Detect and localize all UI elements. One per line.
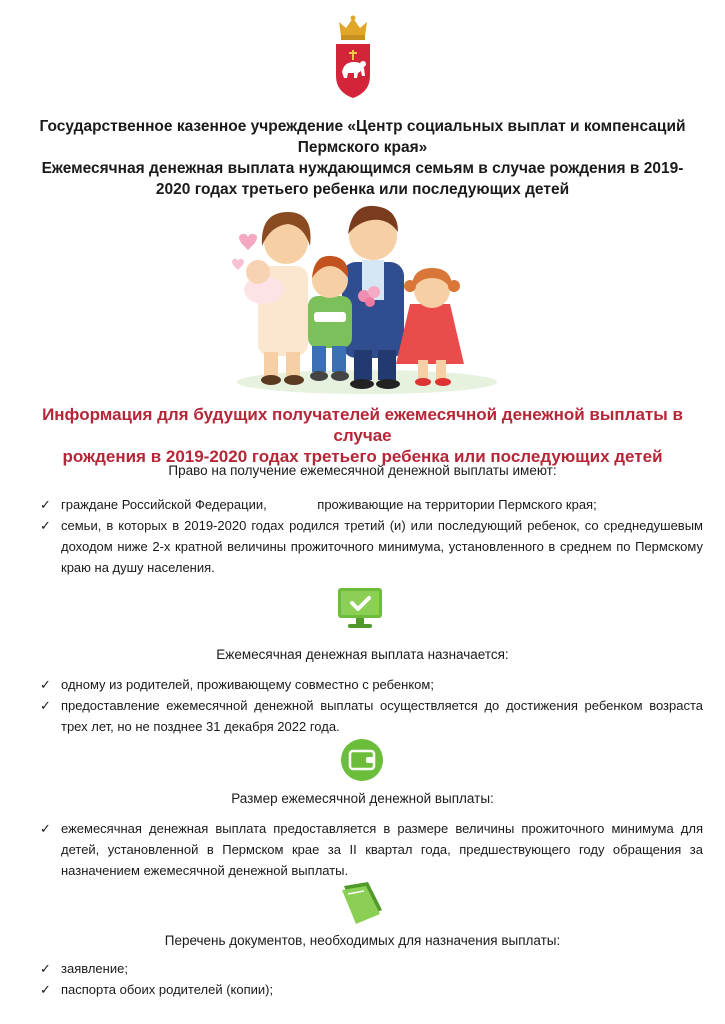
document-folder-icon bbox=[338, 880, 386, 926]
checkmark-icon: ✓ bbox=[40, 518, 51, 533]
list-item-text: ежемесячная денежная выплата предоставляется в размере величины прожиточного минимума для детей, установленной в Пермском крае за II квартал года, предшествующего году обращения за назначением ежемесячной денежной выплаты. bbox=[61, 821, 703, 878]
list-item-text: семьи, в которых в 2019-2020 годах родился третий (и) или последующий ребенок, со среднедушевым доходом ниже 2-х кратной величины прожиточного минимума, установленного в среднем по Пермскому краю на душу населения. bbox=[61, 518, 703, 575]
wallet-icon bbox=[340, 738, 384, 782]
list-item-text: заявление; bbox=[61, 961, 128, 976]
list-item bbox=[38, 979, 703, 1000]
list-item bbox=[38, 695, 703, 737]
rights-section-title: Право на получение ежемесячной денежной выплаты имеют: bbox=[168, 463, 557, 478]
checkmark-icon: ✓ bbox=[40, 497, 51, 512]
header-line-1: Государственное казенное учреждение «Центр социальных выплат и компенсаций bbox=[39, 118, 686, 135]
list-item-text: паспорта обоих родителей (копии); bbox=[61, 982, 274, 997]
header-line-2: Пермского края» bbox=[297, 139, 428, 156]
assigned-section-title: Ежемесячная денежная выплата назначается: bbox=[216, 647, 509, 662]
assigned-list bbox=[38, 674, 703, 737]
list-item bbox=[38, 494, 703, 515]
checkmark-icon: ✓ bbox=[40, 961, 51, 976]
checkmark-icon: ✓ bbox=[40, 982, 51, 997]
amount-section-title: Размер ежемесячной денежной выплаты: bbox=[231, 791, 494, 806]
list-item-text: предоставление ежемесячной денежной выплаты осуществляется до достижения ребенком возраста трех лет, но не позднее 31 декабря 2022 года. bbox=[61, 698, 703, 734]
amount-list bbox=[38, 818, 703, 881]
checkmark-icon: ✓ bbox=[40, 677, 51, 692]
documents-list bbox=[38, 958, 703, 1000]
document-header bbox=[20, 116, 705, 200]
list-item bbox=[38, 958, 703, 979]
info-title-line-1: Информация для будущих получателей ежемесячной денежной выплаты в случае bbox=[42, 405, 683, 445]
header-line-4: 2020 годах третьего ребенка или последующих детей bbox=[155, 181, 570, 198]
header-line-3: Ежемесячная денежная выплата нуждающимся семьям в случае рождения в 2019- bbox=[41, 160, 684, 177]
info-title bbox=[20, 404, 705, 467]
checkmark-icon: ✓ bbox=[40, 821, 51, 836]
list-item-text: одному из родителей, проживающему совместно с ребенком; bbox=[61, 677, 434, 692]
checkmark-icon: ✓ bbox=[40, 698, 51, 713]
documents-section-title: Перечень документов, необходимых для назначения выплаты: bbox=[164, 933, 561, 948]
list-item bbox=[38, 674, 703, 695]
list-item-text: граждане Российской Федерации, проживающие на территории Пермского края; bbox=[61, 497, 597, 512]
list-item bbox=[38, 818, 703, 881]
perm-krai-coat-of-arms-icon bbox=[332, 14, 374, 100]
list-item bbox=[38, 515, 703, 578]
family-illustration bbox=[222, 200, 502, 396]
rights-list bbox=[38, 494, 703, 578]
monitor-check-icon bbox=[336, 586, 384, 630]
info-title-line-2: рождения в 2019-2020 годах третьего ребенка или последующих детей bbox=[62, 447, 663, 466]
